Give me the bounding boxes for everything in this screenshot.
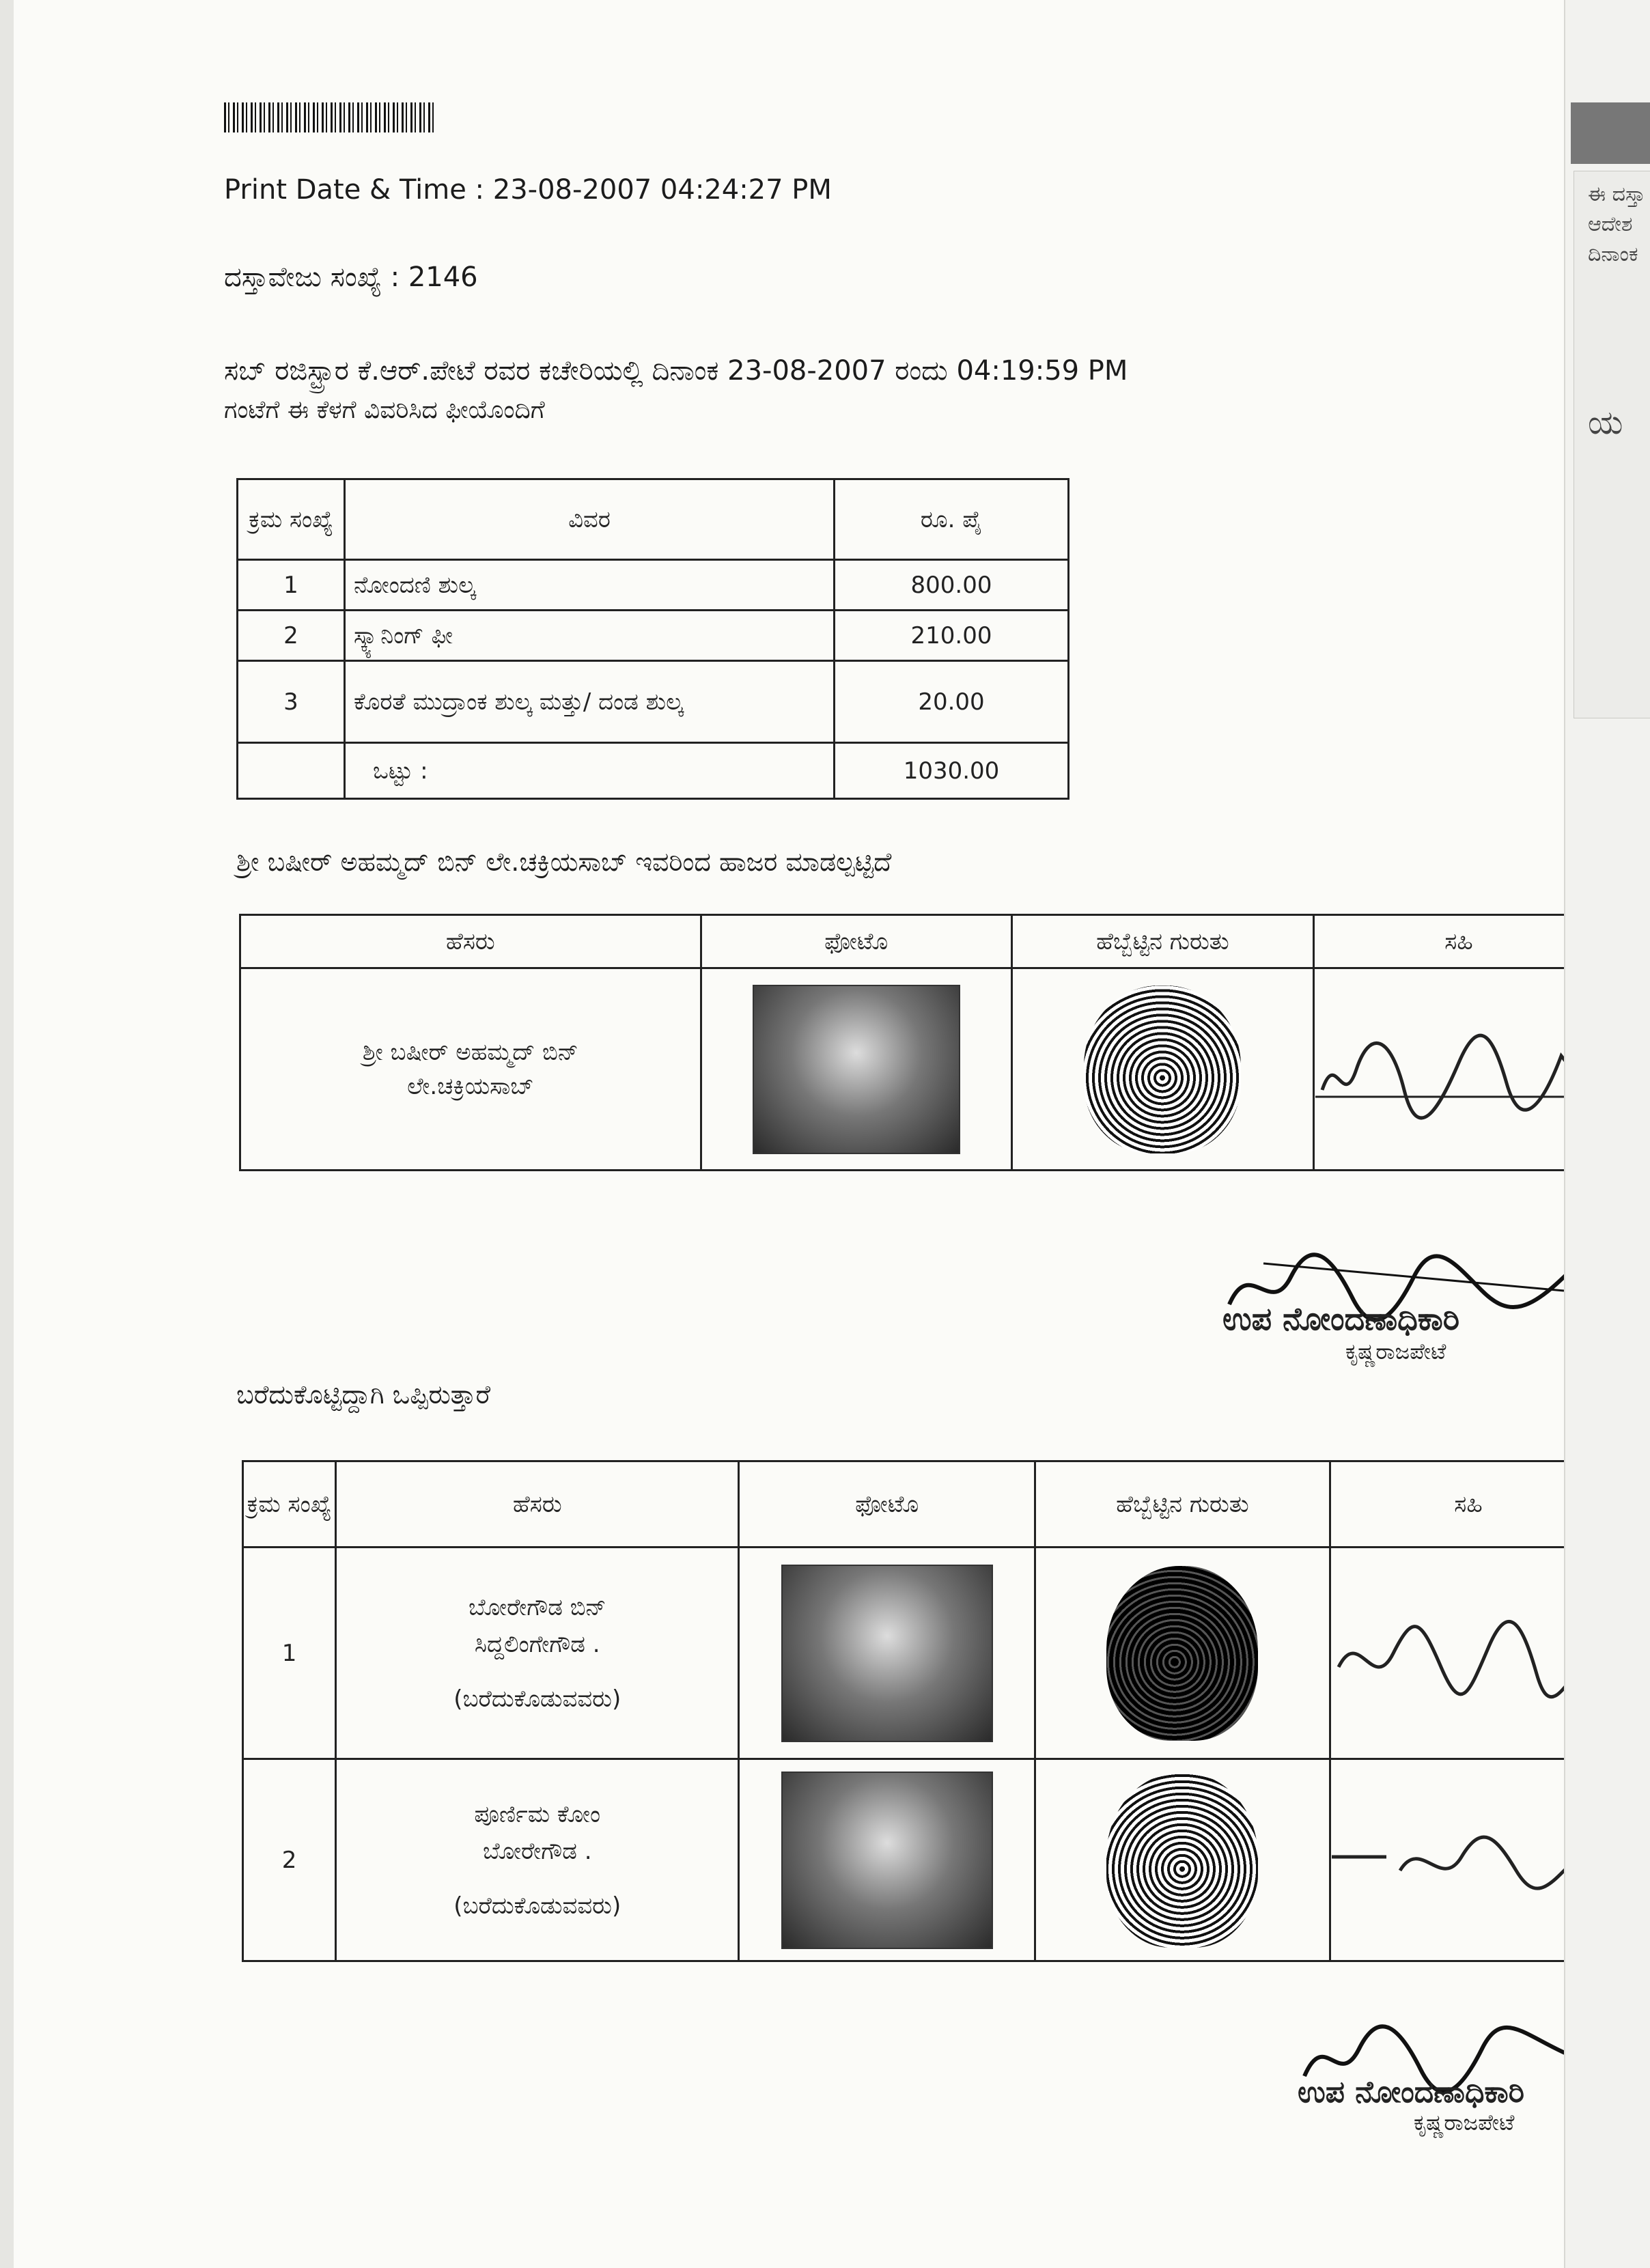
presenter-name-line-2: ಲೇ.ಚಕ್ರಿಯಸಾಬ್ — [407, 1072, 534, 1100]
fee-serial: 2 — [238, 611, 345, 661]
executant-signature — [1332, 1809, 1578, 1912]
executants-header-signature: ಸಹಿ — [1330, 1461, 1578, 1548]
office-line-1: ಸಬ್ ರಜಿಸ್ಟ್ರಾರ ಕೆ.ಆರ್.ಪೇಟೆ ರವರ ಕಚೇರಿಯಲ್ಲಿ ದಿನಾಂಕ 23-08-2007 ರಂದು 04:19:59 PM — [224, 355, 1128, 387]
edge-band — [1571, 102, 1650, 164]
executant-role: (ಬರೆದುಕೊಡುವವರು) — [453, 1892, 621, 1920]
fee-header-serial: ಕ್ರಮ ಸಂಖ್ಯೆ — [238, 479, 345, 560]
registrar-stamp-bottom — [1298, 2021, 1578, 2172]
executant-photo-cell — [739, 1759, 1035, 1961]
executant-serial: 2 — [243, 1759, 336, 1961]
executant-name-line-1: ಪೂರ್ಣಿಮ ಕೋಂ — [474, 1800, 601, 1828]
executant-name-cell — [336, 1759, 739, 1961]
executant-photo-cell — [739, 1548, 1035, 1759]
executant-thumb-cell — [1035, 1548, 1330, 1759]
executants-header-row — [243, 1461, 1578, 1548]
executant-row — [243, 1759, 1578, 1961]
fee-total-amount: 1030.00 — [835, 743, 1069, 799]
edge-fragment: ಈ ದಸ್ತಾ — [1588, 182, 1646, 206]
fee-row — [238, 611, 1069, 661]
presenter-name-line-1: ಶ್ರೀ ಬಷೀರ್ ಅಹಮ್ಮದ್ ಬಿನ್ — [362, 1038, 578, 1066]
presenter-header-thumb: ಹೆಬ್ಬೆಟ್ಟಿನ ಗುರುತು — [1011, 915, 1313, 968]
fee-total-label: ಒಟ್ಟು : — [345, 743, 835, 799]
presenter-header-signature: ಸಹಿ — [1314, 915, 1578, 968]
presenter-signature-cell — [1314, 968, 1578, 1171]
print-datetime: Print Date & Time : 23-08-2007 04:24:27 PM — [224, 174, 832, 206]
stamp-title: ಉಪ ನೋಂದಣಾಧಿಕಾರಿ — [1222, 1300, 1460, 1337]
executant-row — [243, 1548, 1578, 1759]
executants-header-photo: ಫೋಟೊ — [739, 1461, 1035, 1548]
executant-signature-cell — [1330, 1759, 1578, 1961]
edge-slip — [1574, 171, 1650, 718]
presenter-header-name: ಹೆಸರು — [240, 915, 701, 968]
document-number: ದಸ್ತಾವೇಜು ಸಂಖ್ಯೆ : 2146 — [224, 262, 478, 293]
presenter-header-photo: ಫೋಟೊ — [701, 915, 1011, 968]
executants-header-name: ಹೆಸರು — [336, 1461, 739, 1548]
presenter-thumb-cell — [1011, 968, 1313, 1171]
fee-amount: 210.00 — [835, 611, 1069, 661]
presenter-thumbprint-icon — [1084, 985, 1241, 1153]
executant-role: (ಬರೆದುಕೊಡುವವರು) — [453, 1685, 621, 1713]
fee-serial: 3 — [238, 661, 345, 743]
executants-statement: ಬರೆದುಕೊಟ್ಟಿದ್ದಾಗಿ ಒಪ್ಪಿರುತ್ತಾರೆ — [236, 1380, 491, 1410]
fee-details: ಸ್ಕ್ಯಾನಿಂಗ್ ಫೀ — [345, 611, 835, 661]
fee-details: ನೋಂದಣಿ ಶುಲ್ಕ — [345, 560, 835, 611]
fee-header-amount: ರೂ. ಪೈ — [835, 479, 1069, 560]
executant-thumb-cell — [1035, 1759, 1330, 1961]
fee-total-row — [238, 743, 1069, 799]
executant-photo — [781, 1565, 993, 1742]
executants-header-serial: ಕ್ರಮ ಸಂಖ್ಯೆ — [243, 1461, 336, 1548]
fee-header-row — [238, 479, 1069, 560]
presenter-table — [239, 914, 1578, 1171]
barcode — [224, 102, 436, 132]
presenter-row — [240, 968, 1578, 1171]
executant-name-cell — [336, 1548, 739, 1759]
presenter-photo-cell — [701, 968, 1011, 1171]
executant-photo — [781, 1772, 993, 1949]
presenter-header-row — [240, 915, 1578, 968]
stamp-bottom-place: ಕೃಷ್ಣರಾಜಪೇಟೆ — [1414, 2110, 1515, 2136]
executant-thumbprint-icon — [1106, 1773, 1258, 1948]
fee-details: ಕೊರತೆ ಮುದ್ರಾಂಕ ಶುಲ್ಕ ಮತ್ತು/ ದಂಡ ಶುಲ್ಕ — [345, 661, 835, 743]
fee-header-details: ವಿವರ — [345, 479, 835, 560]
executant-name-line-2: ಸಿದ್ದಲಿಂಗೇಗೌಡ . — [474, 1630, 600, 1658]
document-page — [14, 0, 1578, 2268]
fee-amount: 20.00 — [835, 661, 1069, 743]
fee-serial: 1 — [238, 560, 345, 611]
presenter-statement: ಶ್ರೀ ಬಷೀರ್ ಅಹಮ್ಮದ್ ಬಿನ್ ಲೇ.ಚಕ್ರಿಯಸಾಬ್ ಇವರಿಂದ ಹಾಜರ ಮಾಡಲ್ಪಟ್ಟಿದೆ — [236, 847, 892, 877]
presenter-signature — [1315, 1008, 1578, 1131]
presenter-photo — [753, 985, 960, 1154]
registrar-stamp — [1222, 1250, 1578, 1393]
adjacent-page-edge — [1564, 0, 1650, 2268]
executant-signature — [1332, 1599, 1578, 1708]
office-line-2: ಗಂಟೆಗೆ ಈ ಕೆಳಗೆ ವಿವರಿಸಿದ ಫೀಯೊಂದಿಗೆ — [224, 396, 545, 424]
edge-fragment: ಆದೇಶ — [1588, 212, 1633, 236]
stamp-place: ಕೃಷ್ಣರಾಜಪೇಟೆ — [1345, 1339, 1446, 1364]
fee-amount: 800.00 — [835, 560, 1069, 611]
executant-thumbprint-icon — [1106, 1566, 1258, 1741]
presenter-name-cell — [240, 968, 701, 1171]
executant-name-line-1: ಬೋರೇಗೌಡ ಬಿನ್ — [469, 1593, 606, 1621]
fee-row — [238, 560, 1069, 611]
executant-serial: 1 — [243, 1548, 336, 1759]
stamp-bottom-title: ಉಪ ನೋಂದಣಾಧಿಕಾರಿ — [1298, 2075, 1524, 2110]
fee-row — [238, 661, 1069, 743]
executants-header-thumb: ಹೆಬ್ಬೆಟ್ಟಿನ ಗುರುತು — [1035, 1461, 1330, 1548]
edge-fragment: ದಿನಾಂಕ — [1588, 242, 1638, 266]
executant-signature-cell — [1330, 1548, 1578, 1759]
executant-name-line-2: ಬೋರೇಗೌಡ . — [482, 1837, 592, 1865]
edge-fragment: ಯ — [1588, 404, 1623, 442]
executants-table — [242, 1460, 1578, 1962]
fee-table — [236, 478, 1069, 800]
